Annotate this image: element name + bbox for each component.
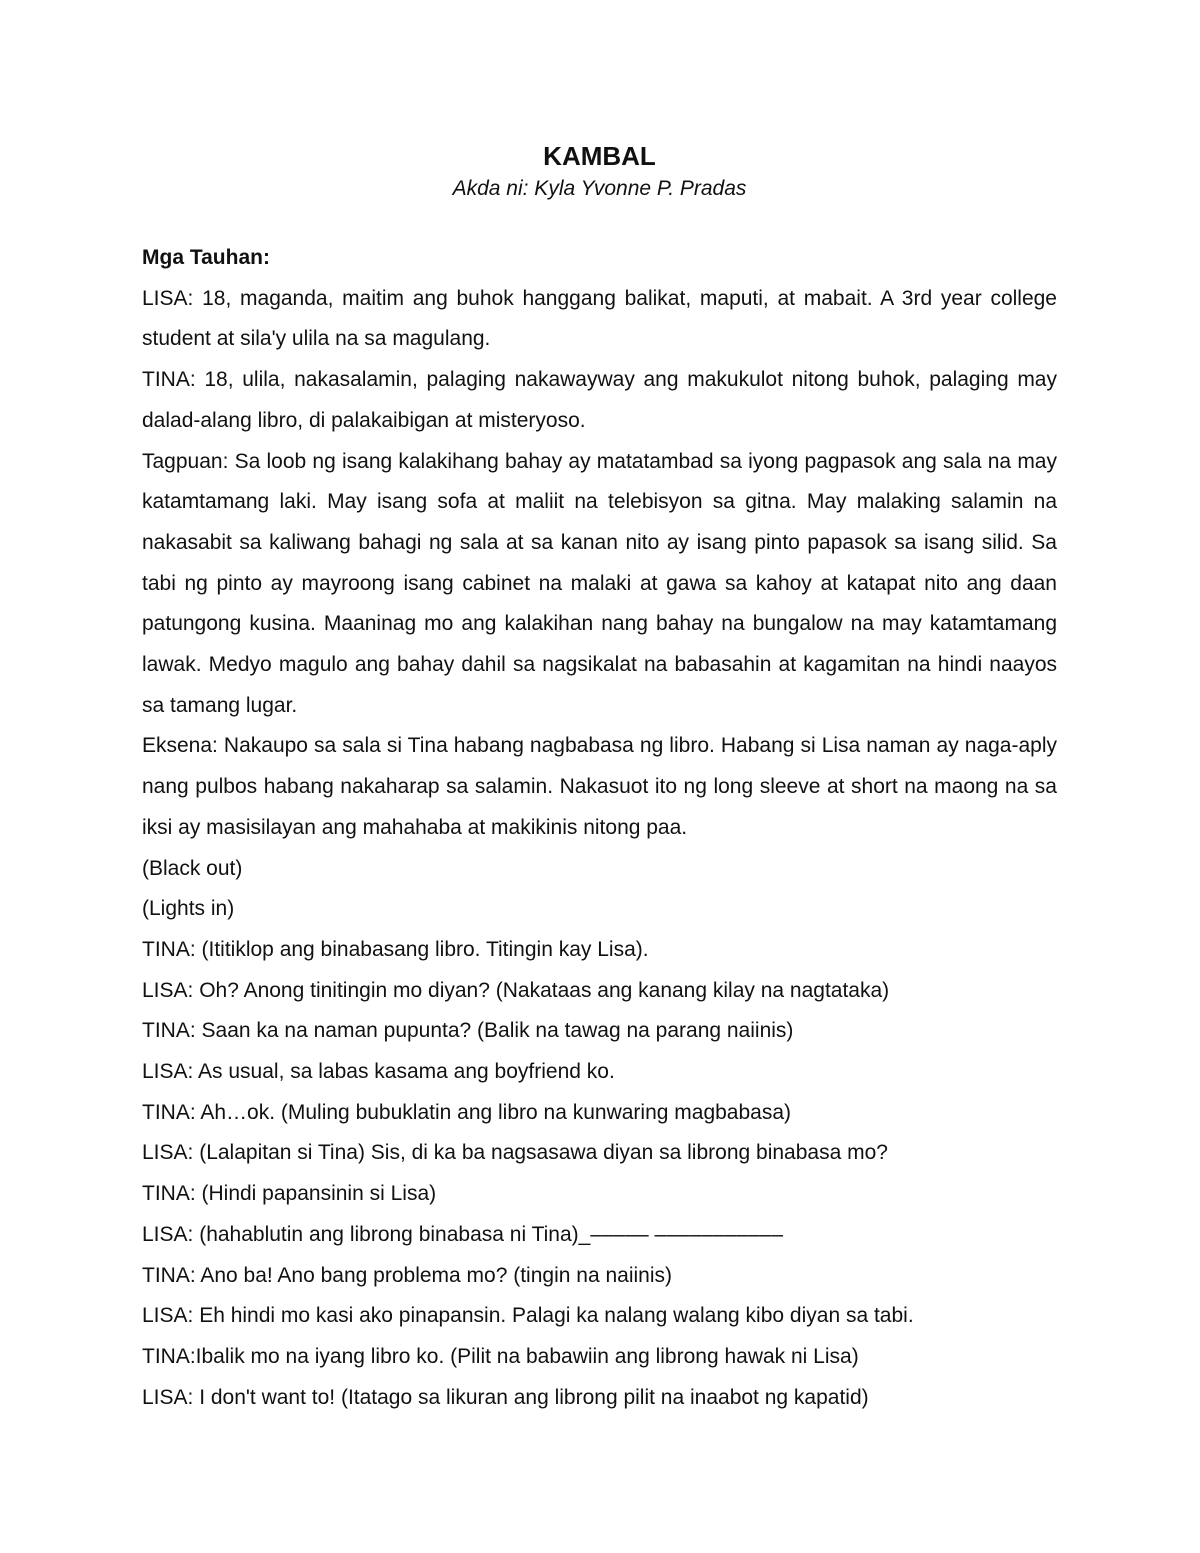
setting-paragraph: Tagpuan: Sa loob ng isang kalakihang bahay ay matatambad sa iyong pagpasok ang sala na may katamtamang laki. May isang sofa at maliit na telebisyon sa gitna. May malaking salamin na nakasabit sa kaliwang bahagi ng sala at sa kanan nito ay isang pinto papasok sa isang silid. Sa tabi ng pinto ay mayroong isang cabinet na malaki at gawa sa kahoy at katapat nito ang daan patungong kusina. Maaninag mo ang kalakihan nang bahay na bungalow na may katamtamang lawak. Medyo magulo ang bahay dahil sa nagsikalat na babasahin at kagamitan na hindi naayos sa tamang lugar.	[142, 449, 1057, 717]
dialogue-line: LISA: I don't want to! (Itatago sa likuran ang librong pilit na inaabot ng kapatid)	[142, 1385, 869, 1409]
dialogue-line: LISA: As usual, sa labas kasama ang boyfriend ko.	[142, 1060, 615, 1084]
character-tina: TINA: 18, ulila, nakasalamin, palaging nakawayway ang makukulot nitong buhok, palaging may dalad-alang libro, di palakaibigan at misteryoso.	[142, 368, 1057, 432]
document-page	[142, 138, 1057, 1418]
document-author: Akda ni: Kyla Yvonne P. Pradas	[452, 177, 747, 200]
dialogue-line: LISA: Eh hindi mo kasi ako pinapansin. Palagi ka nalang walang kibo diyan sa tabi.	[142, 1304, 914, 1328]
dialogue-line: TINA: (Ititiklop ang binabasang libro. Titingin kay Lisa).	[142, 937, 649, 961]
stage-direction: (Lights in)	[142, 897, 235, 921]
dialogue-line: TINA: (Hindi papansinin si Lisa)	[142, 1182, 437, 1206]
dialogue-line: LISA: Oh? Anong tinitingin mo diyan? (Nakataas ang kanang kilay na nagtataka)	[142, 978, 890, 1002]
dialogue-line: LISA: (Lalapitan si Tina) Sis, di ka ba nagsasawa diyan sa librong binabasa mo?	[142, 1141, 888, 1165]
dialogue-line: TINA: Ano ba! Ano bang problema mo? (tingin na naiinis)	[142, 1263, 672, 1287]
document-title: KAMBAL	[543, 141, 656, 171]
stage-direction: (Black out)	[142, 856, 243, 880]
scene-paragraph: Eksena: Nakaupo sa sala si Tina habang nagbabasa ng libro. Habang si Lisa naman ay naga-aply nang pulbos habang nakaharap sa salamin. Nakasuot ito ng long sleeve at short na maong na sa iksi ay masisilayan ang mahahaba at makikinis nitong paa.	[142, 734, 1057, 839]
characters-heading: Mga Tauhan:	[142, 246, 270, 269]
dialogue-line: TINA: Ah…ok. (Muling bubuklatin ang libro na kunwaring magbabasa)	[142, 1100, 792, 1124]
character-lisa: LISA: 18, maganda, maitim ang buhok hanggang balikat, maputi, at mabait. A 3rd year college student at sila'y ulila na sa magulang.	[142, 286, 1057, 351]
dialogue-line: TINA:Ibalik mo na iyang libro ko. (Pilit na babawiin ang librong hawak ni Lisa)	[142, 1344, 859, 1368]
dialogue-line: TINA: Saan ka na naman pupunta? (Balik na tawag na parang naiinis)	[142, 1019, 794, 1043]
dialogue-line: LISA: (hahablutin ang librong binabasa ni Tina)_––––– –––––––––––	[142, 1222, 784, 1246]
